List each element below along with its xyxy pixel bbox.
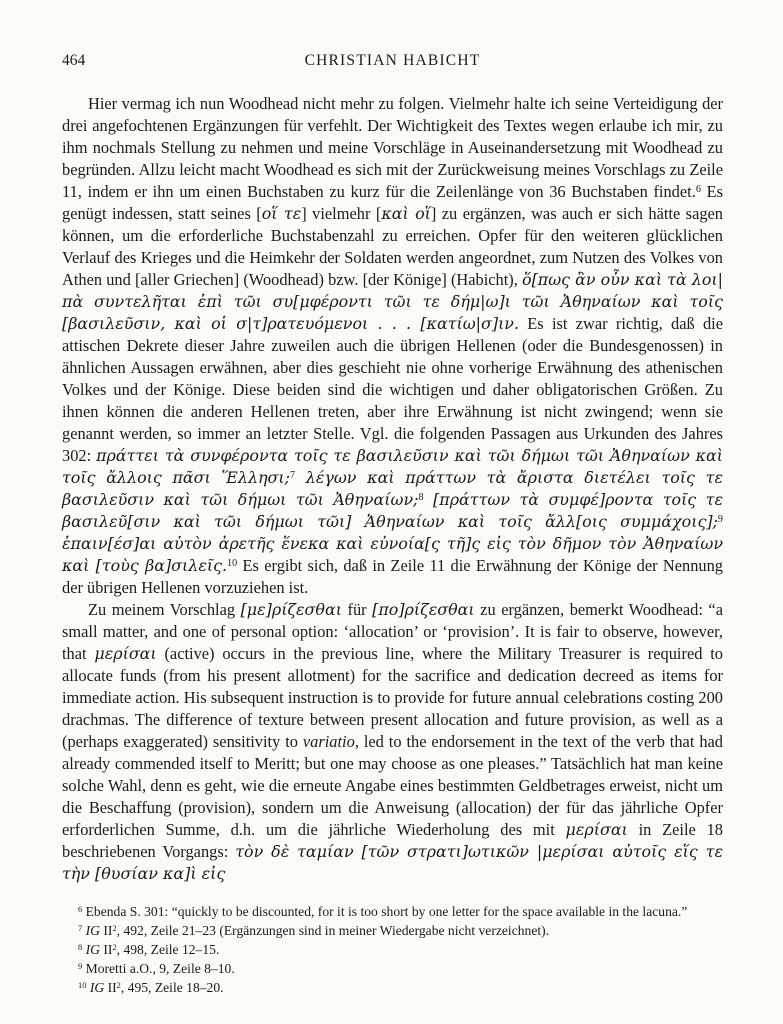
superscript-number: 2	[116, 980, 121, 991]
superscript-number: 2	[112, 923, 117, 934]
superscript-number: 10	[227, 558, 238, 570]
superscript-number: 8	[418, 492, 424, 504]
greek-text: μερίσαι	[565, 820, 628, 839]
text-run: (active) occurs in the previous line, where the Military Treasurer is required to allocate funds (from his present allotment) for the sacrifice and dedication decreed as items for immediate action. His subsequent instruction is to provide for future annual celebrations costing 200 drachmas. The difference of texture between present allocation and future provision, as well as a (perhaps exaggerated) sensitivity to	[62, 644, 723, 751]
superscript-number: 10	[78, 980, 87, 991]
superscript-number: 8	[78, 942, 83, 953]
text-run: Es ergibt sich, daß in Zeile 11 die Erwähnung der Könige der Nennung der übrigen Hellenen vorzuziehen ist.	[62, 556, 723, 597]
text-run: in Zeile 18 beschriebenen Vorgangs:	[62, 820, 723, 861]
text-run: , led to the endorsement in the text of the verb that had already commended itself to Meritt; but one may choose as one pleases.” Tatsächlich hat man keine solche Wahl, denn es geht, wie die erneute Angabe eines bestimmten Geldbetrages erweist, nicht um die Beschaffung (provision), sondern um die Anweisung (allocation) der für das jährliche Opfer erforderlichen Summe, d.h. um die jährliche Wiederholung des mit	[62, 732, 723, 839]
paragraph	[62, 599, 723, 885]
text-run: Hier vermag ich nun Woodhead nicht mehr zu folgen. Vielmehr halte ich seine Verteidigung der drei angefochtenen Ergänzungen für verfehlt. Der Wichtigkeit des Textes wegen erlaube ich mir, zu ihm nochmals Stellung zu nehmen und meine Vorschläge in Auseinandersetzung mit Woodhead zu begründen. Allzu leicht macht Woodhead es sich mit der Zurückweisung meines Vorschlags zu Zeile 11, indem er ihn um einen Buchstaben zu kurz für die Zeilenlänge von 36 Buchstaben findet.	[62, 94, 723, 201]
greek-text: ἐπαιν[έσ]αι αὐτὸν ἀρετῆς ἕνεκα καὶ εὐνοία[ς τῆ]ς εἰς τὸν δῆμον τὸν Ἀθηναίων καὶ [τοὺς βα]σιλεῖς.	[62, 534, 723, 575]
text-run: , 492, Zeile 21–23 (Ergänzungen sind in meiner Wiedergabe nicht verzeichnet).	[116, 923, 550, 938]
italic-text: IG	[85, 923, 100, 938]
greek-text: λέγων καὶ πράττων τὰ ἄριστα διετέλει τοῖς τε βασιλεῦσιν καὶ τῶι δήμωι τῶι Ἀθηναίων;	[62, 468, 723, 509]
text-run: Ebenda S. 301: “quickly to be discounted, for it is too short by one letter for the space available in the lacuna.”	[82, 904, 688, 919]
footnote	[62, 921, 723, 940]
footnote	[62, 978, 723, 997]
greek-text: [πο]ρίζεσθαι	[372, 600, 475, 619]
greek-text: τὸν δὲ ταμίαν [τῶν στρατι]ωτικῶν |μερίσαι αὐτοῖς εἵς τε τὴν [θυσίαν κα]ὶ εἰς	[62, 842, 724, 883]
greek-text: [με]ρίζεσθαι	[240, 600, 342, 619]
paragraph	[62, 93, 723, 599]
text-run: ] zu ergänzen, was auch er sich hätte sagen können, um die erforderliche Buchstabenzahl zu erreichen. Opfer für den weiteren glücklichen Verlauf des Krieges und die Heimkehr der Soldaten werden angeordnet, zum Nutzen des Volkes von Athen und [aller Griechen] (Woodhead) bzw. [der Könige] (Habicht),	[62, 204, 724, 289]
text-run: Moretti a.O., 9, Zeile 8–10.	[82, 961, 235, 976]
page-number: 464	[62, 52, 86, 69]
text-run: II	[104, 980, 117, 995]
body-text	[62, 93, 723, 885]
greek-text: μερίσαι	[94, 644, 157, 663]
italic-text: IG	[89, 980, 105, 995]
greek-text: καὶ οἵ	[381, 204, 431, 223]
footnote	[62, 940, 723, 959]
text-run: II	[99, 923, 113, 938]
superscript-number: 2	[112, 942, 117, 953]
page-header	[62, 52, 723, 72]
italic-text: variatio	[302, 732, 355, 751]
footnote	[62, 959, 723, 978]
greek-text: οἵ τε	[261, 204, 302, 223]
superscript-number: 7	[289, 470, 296, 482]
text-run: , 498, Zeile 12–15.	[116, 942, 220, 957]
italic-text: IG	[85, 942, 100, 957]
greek-text: ὅ[πως ἂν οὖν καὶ τὰ λοι|πὰ συντελῆται ἐπὶ τῶι συ[μφέροντι τῶι τε δήμ|ω]ι τῶι Ἀθηναίων καὶ τοῖς [βασιλεῦσιν, καὶ οἱ σ|τ]ρατευόμενοι . . . [κατίω|σ]ιν.	[62, 270, 723, 333]
text-run: Zu meinem Vorschlag	[88, 600, 241, 619]
footnote	[62, 902, 723, 921]
text-run: Es genügt indessen, statt seines [	[62, 182, 723, 223]
superscript-number: 6	[78, 904, 83, 915]
text-run: ] vielmehr [	[301, 204, 382, 223]
greek-text: [πράττων τὰ συμφέ]ροντα τοῖς τε βασιλεῦ[σιν καὶ τῶι δήμωι τῶι] Ἀθηναίων καὶ τοῖς ἄλλ[οις συμμάχοις];	[62, 490, 723, 531]
footnotes	[62, 902, 723, 997]
superscript-number: 6	[695, 184, 701, 196]
running-head: CHRISTIAN HABICHT	[304, 52, 481, 69]
text-run: , 495, Zeile 18–20.	[120, 980, 224, 995]
superscript-number: 9	[717, 514, 723, 526]
superscript-number: 9	[78, 961, 83, 972]
text-run: für	[341, 600, 373, 619]
text-run: Es ist zwar richtig, daß die attischen Dekrete dieser Jahre zuweilen auch die übrigen Hellenen (oder die Bundesgenossen) in ähnlichen Aussagen erwähnen, aber dies geschieht nie ohne vorherige Erwähnung des athenischen Volkes und der Könige. Diese beiden sind die wichtigen und daher obligatorischen Größen. Zu ihnen können die anderen Hellenen treten, aber ihre Erwähnung ist nicht zwingend; wenn sie genannt werden, so immer an letzter Stelle. Vgl. die folgenden Passagen aus Urkunden des Jahres 302:	[62, 314, 723, 465]
text-run: II	[99, 942, 113, 957]
greek-text: πράττει τὰ συνφέροντα τοῖς τε βασιλεῦσιν καὶ τῶι δήμωι τῶι Ἀθηναίων καὶ τοῖς ἄλλοις πᾶσι Ἕλλησι;	[62, 446, 723, 487]
superscript-number: 7	[78, 923, 83, 934]
text-run: zu ergänzen, bemerkt Woodhead: “a small matter, and one of personal option: ‘allocation’ or ‘provision’. It is fair to observe, however, that	[62, 600, 723, 663]
